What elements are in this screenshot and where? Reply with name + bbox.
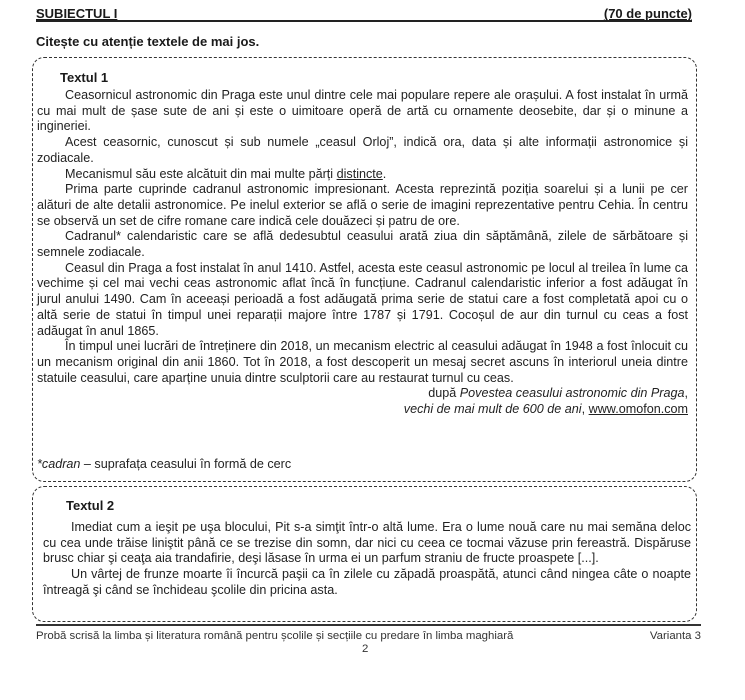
page-header [36, 6, 692, 22]
page-footer [36, 624, 701, 642]
punctuation: , [684, 386, 688, 401]
paragraph: Un vârtej de frunze moarte îi încurcă paşii ca în zilele cu zăpadă proaspătă, atunci când ningea câte o noapte întreagă şi când se închideau şcolile din pricina asta. [43, 567, 691, 597]
paragraph: Ceasul din Praga a fost instalat în anul 1410. Astfel, acesta este ceasul astronomic pe locul al treilea în lume ca vechime și cel mai vechi ceas astronomic aflat încă în funcțiune. Cadranul calendaristic inferior a fost adăugat în jurul anului 1490. Cam în aceeași perioadă a fost adăugată prima serie de statui care a fost completată apoi cu o altă serie de statui în timpul unei reparații majore între 1787 și 1791. Cocoșul de aur din turnul cu ceas a fost adăugat în anul 1865. [37, 260, 688, 338]
paragraph: Ceasornicul astronomic din Praga este unul dintre cele mai populare repere ale orașului. A fost instalat în urmă cu mai mult de șase sute de ani și este o uimitoare operă de artă cu ornamente deosebite, dar și o minune a ingineriei. [37, 88, 688, 134]
paragraph: Prima parte cuprinde cadranul astronomic impresionant. Acesta reprezintă poziția soarelui și a lunii pe cer alături de alte detalii astronomice. Pe inelul exterior se află o serie de imagini reprezentative pentru Cehia. În centru se observă un set de cifre romane care indică cele douăzeci și patru de ore. [37, 182, 688, 228]
footer-variant: Varianta 3 [649, 630, 701, 642]
text2-title: Textul 2 [66, 498, 115, 513]
text2-body [43, 520, 691, 599]
paragraph [37, 167, 688, 183]
punctuation: , [581, 402, 589, 417]
footer-exam-title: Probă scrisă la limba și literatura română pentru școlile și secțiile cu predare în limba maghiară [36, 630, 514, 642]
source-citation [37, 386, 688, 417]
source-prefix: după [428, 386, 460, 401]
source-link[interactable]: www.omofon.com [588, 402, 688, 417]
paragraph: În timpul unei lucrări de întreținere din 2018, un mecanism electric al ceasului adăugat în 1948 a fost înlocuit cu un mecanism original din anii 1860. Tot în 2018, a fost descoperit un mesaj secret ascuns în interiorul uneia dintre statuile ceasului, care aparține unuia dintre sculptorii care au restaurat turnul cu ceas. [37, 339, 688, 385]
punctuation: . [382, 166, 387, 181]
footnote-term: *cadran [37, 457, 81, 471]
footnote-definition: – suprafața ceasului în formă de cerc [80, 457, 292, 471]
paragraph: Acest ceasornic, cunoscut și sub numele „ceasul Orloj”, indică ora, data și alte informații astronomice și zodiacale. [37, 135, 688, 165]
footnote [37, 457, 291, 471]
underlined-word: distincte [336, 166, 383, 181]
page-number: 2 [362, 643, 369, 655]
text2-box [32, 486, 697, 622]
paragraph-text: Mecanismul său este alcătuit din mai multe părți [65, 166, 337, 181]
source-title-continued: vechi de mai mult de 600 de ani [403, 402, 582, 417]
text1-box [32, 57, 697, 482]
source-line-2 [37, 402, 688, 418]
points-label: (70 de puncte) [603, 6, 692, 21]
source-title: Povestea ceasului astronomic din Praga [459, 386, 685, 401]
section-title: SUBIECTUL I [36, 6, 118, 21]
source-line-1 [37, 386, 688, 402]
text1-body [37, 88, 688, 418]
paragraph: Cadranul* calendaristic care se află dedesubtul ceasului arată ziua din săptămână, zilele de sărbătoare și semnele zodiacale. [37, 229, 688, 260]
text1-title: Textul 1 [60, 70, 109, 85]
paragraph: Imediat cum a ieşit pe uşa blocului, Pit s-a simţit într-o altă lume. Era o lume nouă care nu mai semăna deloc cu cea unde trăise liniştit până ce se trezise din somn, dar nici cu ceea ce tocmai văzuse prin fereastră. Dispăruse brusc chiar şi ceaţa aia trandafirie, deşi lăsase în urma ei un parfum straniu de fructe proaspete [...]. [43, 520, 691, 566]
instruction: Citește cu atenție textele de mai jos. [36, 34, 260, 49]
